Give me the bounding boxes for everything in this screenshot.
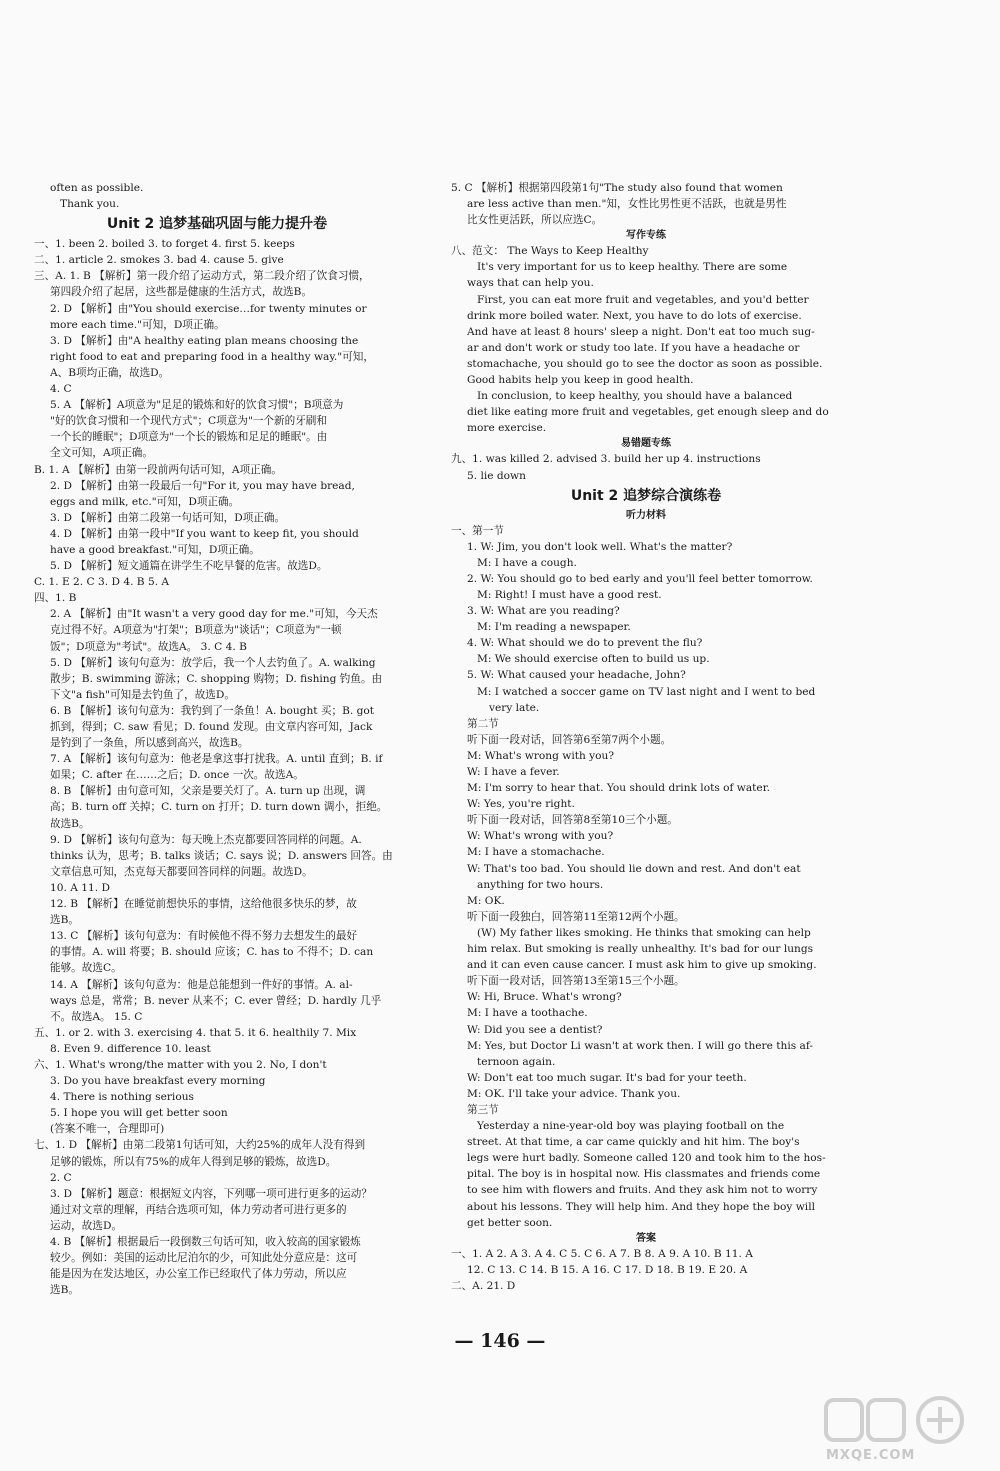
text-line: 3. Do you have breakfast every morning <box>50 1075 266 1088</box>
text-line: about his lessons. They will help him. And they hope the boy will <box>467 1200 815 1213</box>
text-line: 5. W: What caused your headache, John? <box>467 669 686 682</box>
text-line: 一、1. A 2. A 3. A 4. C 5. C 6. A 7. B 8. A 9. A 10. B 11. A <box>451 1247 753 1260</box>
text-line: A、B项均正确，故选D。 <box>50 366 170 379</box>
text-line: W: Did you see a dentist? <box>467 1023 603 1036</box>
text-line: 二、1. article 2. smokes 3. bad 4. cause 5. give <box>34 254 284 267</box>
text-line: anything for two hours. <box>477 878 604 891</box>
text-line: more exercise. <box>467 422 547 435</box>
text-line: C. 1. E 2. C 3. D 4. B 5. A <box>34 576 170 589</box>
text-line: 高；B. turn off 关掉；C. turn on 打开；D. turn down 调小，拒绝。 <box>50 801 388 814</box>
text-line: 一个长的睡眠"；D项意为"一个长的锻炼和足足的睡眠"。由 <box>50 431 328 444</box>
text-line: W: Hi, Bruce. What's wrong? <box>467 991 622 1004</box>
text-line: 选B。 <box>50 1284 79 1297</box>
text-line: 12. B 【解析】在睡觉前想快乐的事情，这给他很多快乐的梦，故 <box>50 898 357 911</box>
text-line: 文章信息可知，杰克每天都要回答同样的问题。故选D。 <box>50 865 313 878</box>
text-line: often as possible. <box>50 182 144 194</box>
right-column <box>451 180 841 1294</box>
text-line: ternoon again. <box>477 1055 556 1068</box>
text-line: And have at least 8 hours' sleep a night. Don't eat too much sug- <box>467 325 815 338</box>
text-line: Yesterday a nine-year-old boy was playing football on the <box>477 1120 785 1133</box>
text-line: 听下面一段对话，回答第6至第7两个小题。 <box>467 733 672 746</box>
text-line: 7. A 【解析】该句句意为：他老是拿这事打扰我。A. until 直到；B. if <box>50 753 383 766</box>
text-line: Thank you. <box>60 198 120 211</box>
text-line: First, you can eat more fruit and vegetables, and you'd better <box>477 293 809 306</box>
text-line: Good habits help you keep in good health. <box>467 374 694 387</box>
text-line: "好的饮食习惯和一个现代方式"；C项意为"一个新的牙刷和 <box>50 415 327 428</box>
text-line: (答案不唯一，合理即可) <box>50 1123 165 1136</box>
text-line: 3. D 【解析】由"A healthy eating plan means choosing the <box>50 334 359 347</box>
text-line: M: OK. <box>467 894 505 907</box>
section-heading: Unit 2 追梦基础巩固与能力提升卷 <box>106 216 328 233</box>
text-line: 8. Even 9. difference 10. least <box>50 1042 211 1055</box>
text-line: 运动，故选D。 <box>50 1219 123 1232</box>
text-line: 克过得不好。A项意为"打架"；B项意为"谈话"；C项意为"一顿 <box>50 624 342 637</box>
text-line: to see him with flowers and fruits. And they ask him not to worry <box>467 1184 818 1197</box>
text-line: It's very important for us to keep healthy. There are some <box>477 261 788 274</box>
text-line: more each time."可知，D项正确。 <box>50 318 225 331</box>
text-line: 4. C <box>50 383 72 396</box>
text-line: 足够的锻炼，所以有75%的成年人得到足够的锻炼，故选D。 <box>50 1155 337 1168</box>
text-line: M: Right! I must have a good rest. <box>477 588 662 601</box>
text-line: 12. C 13. C 14. B 15. A 16. C 17. D 18. B 19. E 20. A <box>467 1263 748 1276</box>
text-line: 抓到，得到；C. saw 看见；D. found 发现。由文章内容可知，Jack <box>50 721 373 733</box>
text-line: 5. C 【解析】根据第四段第1句"The study also found that women <box>451 182 783 194</box>
text-line: 5. I hope you will get better soon <box>50 1107 228 1120</box>
text-line: street. At that time, a car came quickly and hit him. The boy's <box>467 1136 800 1149</box>
text-line: 5. A 【解析】A项意为"足足的锻炼和好的饮食习惯"；B项意为 <box>50 399 344 412</box>
text-line: drink more boiled water. Next, you have to do lots of exercise. <box>467 309 802 322</box>
text-line: 选B。 <box>50 914 79 927</box>
text-line: (W) My father likes smoking. He thinks that smoking can help <box>477 926 811 939</box>
text-line: 1. W: Jim, you don't look well. What's the matter? <box>467 540 733 553</box>
text-line: 六、1. What's wrong/the matter with you 2. No, I don't <box>34 1058 327 1071</box>
text-line: 10. A 11. D <box>50 881 110 894</box>
text-line: 5. lie down <box>467 469 526 482</box>
text-line: 一、1. been 2. boiled 3. to forget 4. first 5. keeps <box>34 238 295 251</box>
text-line: 的事情。A. will 将要；B. should 应该；C. has to 不得不；D. can <box>50 946 374 959</box>
text-line: get better soon. <box>467 1216 553 1229</box>
text-line: 5. D 【解析】该句句意为：放学后，我一个人去钓鱼了。A. walking <box>50 656 376 669</box>
text-line: M: I have a cough. <box>477 556 577 569</box>
text-line: 比女性更活跃，所以应选C。 <box>467 214 603 227</box>
text-line: W: Don't eat too much sugar. It's bad for your teeth. <box>467 1071 747 1084</box>
text-line: 4. D 【解析】由第一段中"If you want to keep fit, you should <box>50 527 359 540</box>
text-line: stomachache, you should go to see the doctor as soon as possible. <box>467 357 823 370</box>
text-line: 全文可知，A项正确。 <box>50 447 153 460</box>
text-line: and it can even cause cancer. I must ask him to give up smoking. <box>467 959 817 972</box>
text-line: W: That's too bad. You should lie down and rest. And don't eat <box>467 862 801 875</box>
text-line: 是钓到了一条鱼，所以感到高兴，故选B。 <box>50 737 249 750</box>
watermark-text: MXQE.COM <box>826 1448 916 1463</box>
text-line: W: I have a fever. <box>467 766 560 778</box>
text-line: 13. C 【解析】该句句意为：有时候他不得不努力去想发生的最好 <box>50 930 358 943</box>
text-line: M: I have a toothache. <box>467 1007 588 1020</box>
text-line: 2. C <box>50 1171 72 1184</box>
text-line: are less active than men."知，女性比男性更不活跃，也就是男性 <box>467 198 787 211</box>
text-line: M: We should exercise often to build us up. <box>477 653 710 666</box>
text-line: 较少。例如：美国的运动比尼泊尔的少，可知此处分意应是：这可 <box>50 1252 358 1265</box>
text-line: 14. A 【解析】该句句意为：他是总能想到一件好的事情。A. al- <box>50 978 353 991</box>
text-line: 2. D 【解析】由第一段最后一句"For it, you may have bread, <box>50 479 355 492</box>
text-line: 故选B。 <box>50 817 90 830</box>
text-line: thinks 认为，思考；B. talks 谈话；C. says 说；D. answers 回答。由 <box>50 849 393 862</box>
text-line: 5. D 【解析】短文通篇在讲学生不吃早餐的危害。故选D。 <box>50 560 328 573</box>
text-line: 第四段介绍了起居，这些都是健康的生活方式，故选B。 <box>50 286 313 299</box>
text-line: 五、1. or 2. with 3. exercising 4. that 5. it 6. healthily 7. Mix <box>34 1026 357 1039</box>
subsection-heading: 答案 <box>636 1232 656 1244</box>
text-line: 九、1. was killed 2. advised 3. build her up 4. instructions <box>451 453 761 466</box>
text-line: 四、1. B <box>34 592 77 605</box>
text-line: 下文"a fish"可知是去钓鱼了，故选D。 <box>50 688 235 701</box>
text-line: M: I'm reading a newspaper. <box>477 621 631 634</box>
subsection-heading: 写作专练 <box>626 230 666 242</box>
text-line: have a good breakfast."可知，D项正确。 <box>50 543 260 556</box>
text-line: right food to eat and preparing food in a healthy way."可知， <box>50 350 374 363</box>
text-line: legs were hurt badly. Someone called 120 and took him to the hos- <box>467 1152 826 1165</box>
text-line: 3. D 【解析】由第二段第一句话可知，D项正确。 <box>50 511 286 524</box>
text-line: 2. A 【解析】由"It wasn't a very good day for me."可知，今天杰 <box>50 608 378 621</box>
text-line: 八、范文： The Ways to Keep Healthy <box>451 245 649 258</box>
subsection-heading: 听力材料 <box>626 509 666 521</box>
text-line: 能是因为在发达地区，办公室工作已经取代了体力劳动，所以应 <box>50 1268 347 1281</box>
text-line: M: I'm sorry to hear that. You should drink lots of water. <box>467 782 770 795</box>
text-line: W: Yes, you're right. <box>467 798 575 811</box>
text-line: 4. W: What should we do to prevent the flu? <box>467 637 703 650</box>
text-line: 6. B 【解析】该句句意为：我钓到了一条鱼！A. bought 买；B. got <box>50 704 375 717</box>
text-line: 听下面一段独白，回答第11至第12两个小题。 <box>467 910 685 923</box>
text-line: 通过对文章的理解，再结合选项可知，体力劳动者可进行更多的 <box>50 1203 347 1216</box>
text-line: M: Yes, but Doctor Li wasn't at work then. I will go there this af- <box>467 1039 813 1052</box>
text-line: ways 总是，常常；B. never 从来不；C. ever 曾经；D. hardly 几乎 <box>50 994 382 1007</box>
text-line: diet like eating more fruit and vegetables, get enough sleep and do <box>467 406 829 419</box>
text-line: 七、1. D 【解析】由第二段第1句话可知，大约25%的成年人没有得到 <box>34 1139 366 1152</box>
text-line: 听下面一段对话，回答第13至第15三个小题。 <box>467 975 685 988</box>
text-line: 8. B 【解析】由句意可知，父亲是要关灯了。A. turn up 出现，调 <box>50 785 366 798</box>
text-line: 4. There is nothing serious <box>50 1091 194 1104</box>
text-line: 一、第一节 <box>451 524 504 537</box>
text-line: 不。故选A。 15. C <box>50 1010 143 1023</box>
text-line: 3. W: What are you reading? <box>467 605 620 618</box>
text-line: M: What's wrong with you? <box>467 749 615 762</box>
text-line: 第三节 <box>467 1103 499 1116</box>
text-line: M: I have a stomachache. <box>467 846 605 859</box>
text-line: 二、A. 21. D <box>451 1279 516 1292</box>
text-line: 三、A. 1. B 【解析】第一段介绍了运动方式，第二段介绍了饮食习惯， <box>34 270 370 283</box>
text-line: 如果；C. after 在……之后；D. once 一次。故选A。 <box>50 769 304 782</box>
text-line: ar and don't work or study too late. If you have a headache or <box>467 341 800 354</box>
page-number: — 146 — <box>454 1330 546 1352</box>
text-line: him relax. But smoking is really unhealthy. It's bad for our lungs <box>467 943 814 956</box>
text-line: ways that can help you. <box>467 277 594 290</box>
text-line: 4. B 【解析】根据最后一段倒数三句话可知，收入较高的国家锻炼 <box>50 1236 361 1248</box>
subsection-heading: 易错题专练 <box>621 438 671 450</box>
text-line: 能够。故选C。 <box>50 962 122 975</box>
text-line: In conclusion, to keep healthy, you should have a balanced <box>477 390 793 403</box>
text-line: 第二节 <box>467 717 499 730</box>
text-line: 9. D 【解析】该句句意为：每天晚上杰克都要回答同样的问题。A. <box>50 833 362 846</box>
text-line: 2. D 【解析】由"You should exercise…for twenty minutes or <box>50 302 367 315</box>
text-line: M: I watched a soccer game on TV last night and I went to bed <box>477 685 816 698</box>
text-line: very late. <box>489 701 540 714</box>
section-heading: Unit 2 追梦综合演练卷 <box>570 487 722 504</box>
text-line: 听下面一段对话，回答第8至第10三个小题。 <box>467 814 678 827</box>
text-line: W: What's wrong with you? <box>467 830 614 843</box>
text-line: B. 1. A 【解析】由第一段前两句话可知，A项正确。 <box>34 463 282 476</box>
text-line: eggs and milk, etc."可知，D项正确。 <box>50 495 240 508</box>
text-line: 2. W: You should go to bed early and you'll feel better tomorrow. <box>467 572 813 585</box>
text-line: 3. D 【解析】题意：根据短文内容，下列哪一项可进行更多的运动？ <box>50 1187 372 1200</box>
text-line: M: OK. I'll take your advice. Thank you. <box>467 1087 681 1100</box>
left-column <box>34 180 400 1298</box>
text-line: 饭"；D项意为"考试"。故选A。 3. C 4. B <box>50 640 247 653</box>
text-line: 散步；B. swimming 游泳；C. shopping 购物；D. fishing 钓鱼。由 <box>50 672 383 685</box>
text-line: pital. The boy is in hospital now. His classmates and friends come <box>467 1168 821 1181</box>
